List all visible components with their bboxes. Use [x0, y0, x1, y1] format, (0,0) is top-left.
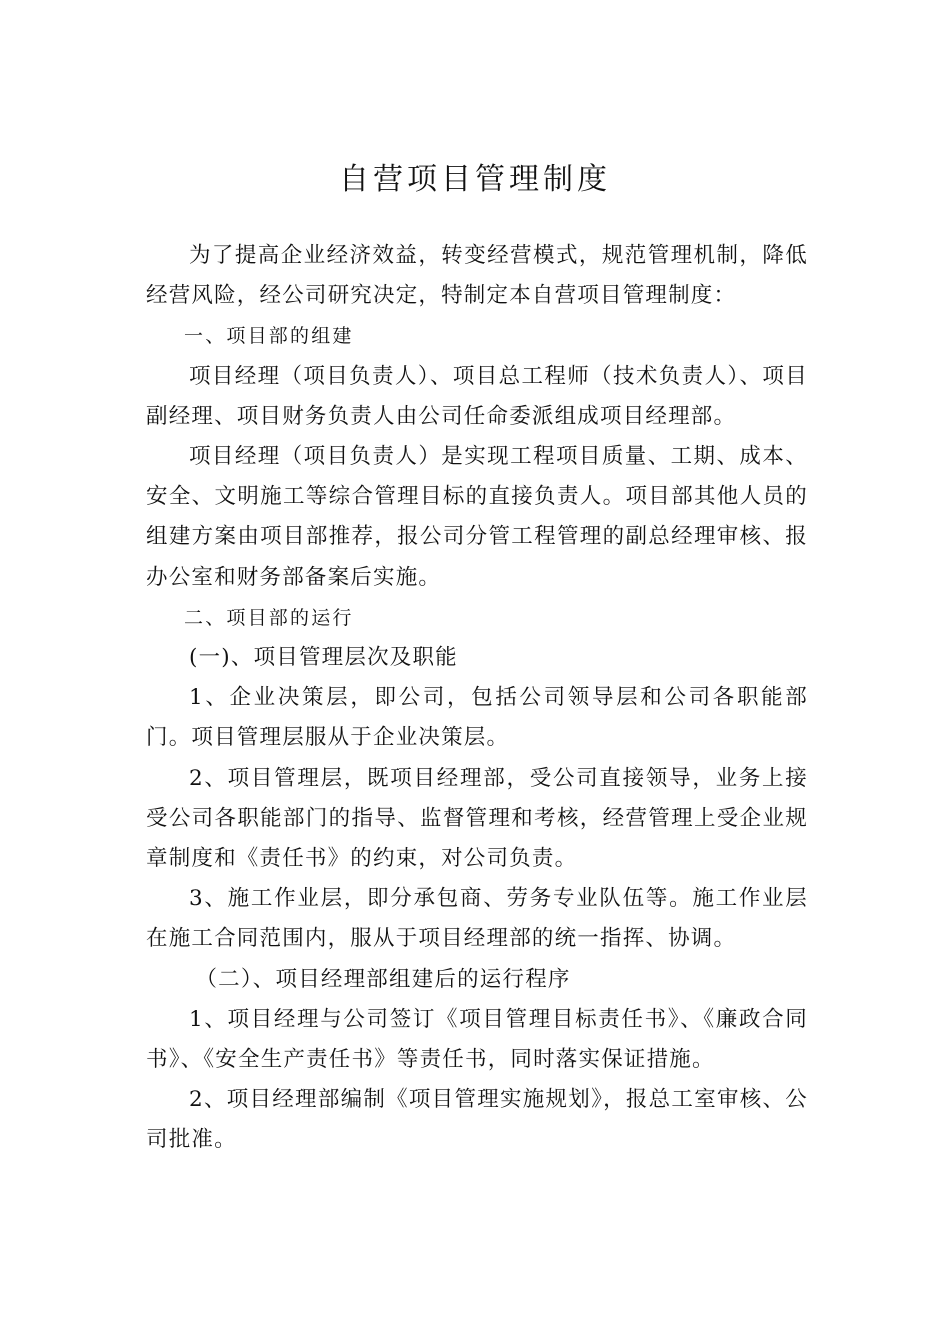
- paragraph-responsibility-contracts: 1、项目经理与公司签订《项目管理目标责任书》、《廉政合同书》、《安全生产责任书》等责任书，同时落实保证措施。: [146, 1006, 808, 1073]
- document-body: [146, 236, 808, 1161]
- paragraph-management-layer: 2、项目管理层，既项目经理部，受公司直接领导，业务上接受公司各职能部门的指导、监督管理和考核，经营管理上受企业规章制度和《责任书》的约束，对公司负责。: [146, 765, 808, 872]
- paragraph-implementation-plan: 2、项目经理部编制《项目管理实施规划》，报总工室审核、公司批准。: [146, 1087, 808, 1153]
- paragraph-operation-layer: 3、施工作业层，即分承包商、劳务专业队伍等。施工作业层在施工合同范围内，服从于项目经理部的统一指挥、协调。: [146, 886, 808, 952]
- subsection-heading-1: (一)、项目管理层次及职能: [189, 645, 458, 671]
- document-title: 自营项目管理制度: [339, 162, 611, 197]
- paragraph-team-members: 项目经理（项目负责人）、项目总工程师（技术负责人）、项目副经理、项目财务负责人由公司任命委派组成项目经理部。: [146, 363, 808, 429]
- section-heading-2: 二、项目部的运行: [184, 606, 354, 629]
- paragraph-decision-layer: 1、企业决策层，即公司，包括公司领导层和公司各职能部门。项目管理层服从于企业决策层。: [146, 685, 808, 751]
- paragraph-project-manager: 项目经理（项目负责人）是实现工程项目质量、工期、成本、安全、文明施工等综合管理目标的直接负责人。项目部其他人员的组建方案由项目部推荐，报公司分管工程管理的副总经理审核、报办公室和财务部备案后实施。: [146, 444, 808, 590]
- subsection-heading-2: （二）、项目经理部组建后的运行程序: [195, 966, 571, 992]
- section-heading-1: 一、项目部的组建: [184, 325, 354, 348]
- intro-paragraph: 为了提高企业经济效益，转变经营模式，规范管理机制，降低经营风险，经公司研究决定，特制定本自营项目管理制度：: [146, 243, 808, 309]
